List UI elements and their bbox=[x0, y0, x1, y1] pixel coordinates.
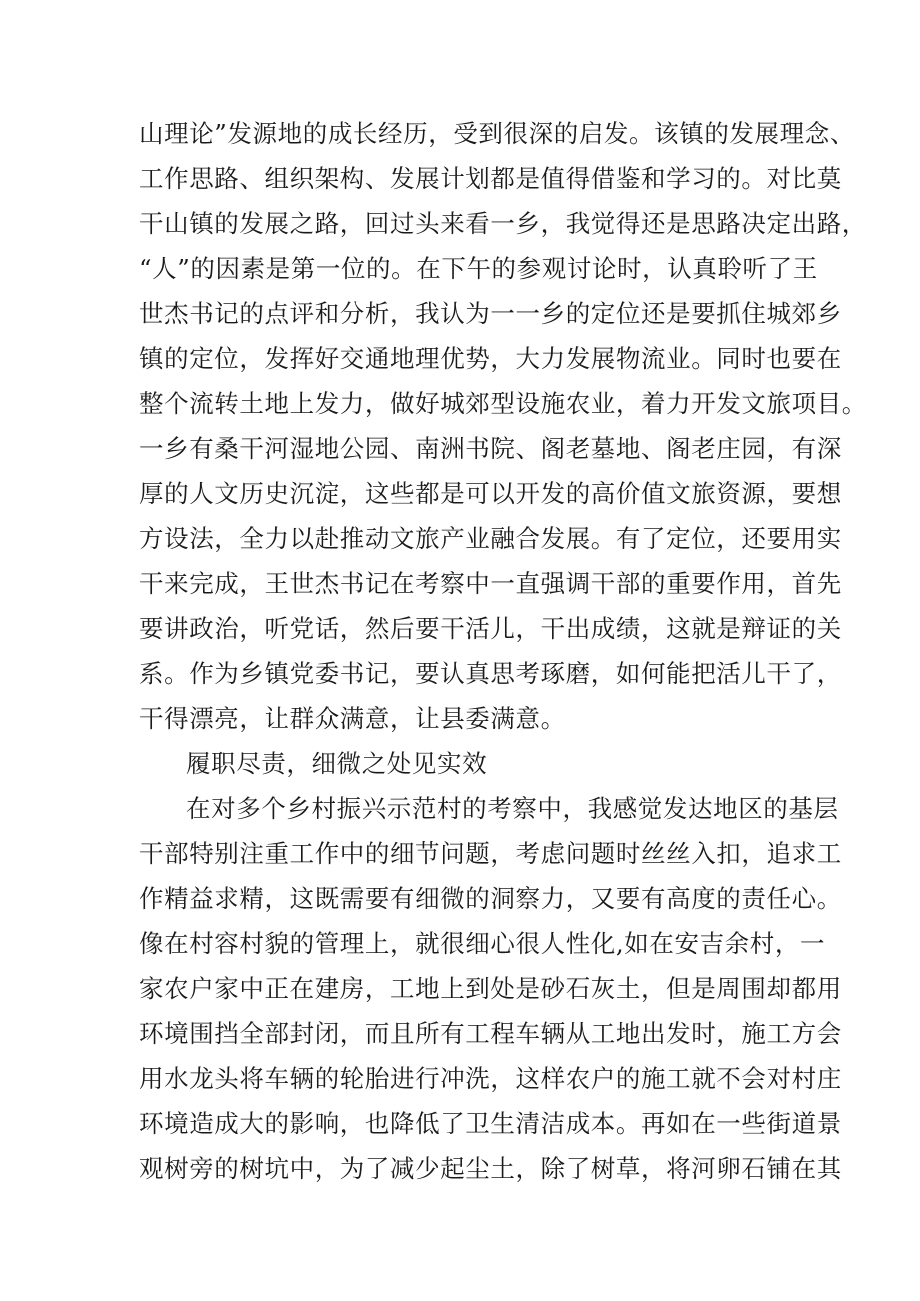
paragraph-line: 一乡有桑干河湿地公园、南洲书院、阁老墓地、阁老庄园，有深 bbox=[139, 434, 842, 463]
paragraph-line: 山理论”发源地的成长经历，受到很深的启发。该镇的发展理念、 bbox=[139, 119, 855, 148]
paragraph-line: 环境造成大的影响，也降低了卫生清洁成本。再如在一些街道景 bbox=[139, 1109, 842, 1138]
paragraph-line: 干部特别注重工作中的细节问题，考虑问题时丝丝入扣，追求工 bbox=[139, 839, 842, 868]
paragraph-line: 用水龙头将车辆的轮胎进行冲洗，这样农户的施工就不会对村庄 bbox=[139, 1064, 842, 1093]
paragraph-line: 观树旁的树坑中，为了减少起尘土，除了树草，将河卵石铺在其 bbox=[139, 1154, 842, 1183]
paragraph-line: 整个流转土地上发力，做好城郊型设施农业，着力开发文旅项目。 bbox=[139, 389, 867, 418]
paragraph-line: 系。作为乡镇党委书记，要认真思考琢磨，如何能把活儿干了， bbox=[139, 659, 842, 688]
paragraph-line: 世杰书记的点评和分析，我认为一一乡的定位还是要抓住城郊乡 bbox=[139, 299, 842, 328]
paragraph-line: 厚的人文历史沉淀，这些都是可以开发的高价值文旅资源，要想 bbox=[139, 479, 842, 508]
paragraph-line: 在对多个乡村振兴示范村的考察中，我感觉发达地区的基层 bbox=[186, 794, 839, 823]
paragraph-line: 环境围挡全部封闭，而且所有工程车辆从工地出发时，施工方会 bbox=[139, 1019, 842, 1048]
paragraph-line: 作精益求精，这既需要有细微的洞察力，又要有高度的责任心。 bbox=[139, 884, 842, 913]
paragraph-line: 像在村容村貌的管理上，就很细心很人性化,如在安吉余村，一 bbox=[139, 929, 826, 958]
paragraph-line: 镇的定位，发挥好交通地理优势，大力发展物流业。同时也要在 bbox=[139, 344, 842, 373]
paragraph-line: 方设法，全力以赴推动文旅产业融合发展。有了定位，还要用实 bbox=[139, 524, 842, 553]
paragraph-line: 家农户家中正在建房，工地上到处是砂石灰土，但是周围却都用 bbox=[139, 974, 842, 1003]
paragraph-line: 要讲政治，听党话，然后要干活儿，干出成绩，这就是辩证的关 bbox=[139, 614, 842, 643]
paragraph-line: 干来完成，王世杰书记在考察中一直强调干部的重要作用，首先 bbox=[139, 569, 842, 598]
paragraph-line: “人”的因素是第一位的。在下午的参观讨论时，认真聆听了王 bbox=[139, 254, 818, 283]
section-heading: 履职尽责，细微之处见实效 bbox=[186, 749, 488, 778]
paragraph-line: 干山镇的发展之路，回过头来看一乡，我觉得还是思路决定出路， bbox=[139, 209, 867, 238]
paragraph-line: 干得漂亮，让群众满意，让县委满意。 bbox=[139, 704, 566, 733]
paragraph-line: 工作思路、组织架构、发展计划都是值得借鉴和学习的。对比莫 bbox=[139, 164, 842, 193]
